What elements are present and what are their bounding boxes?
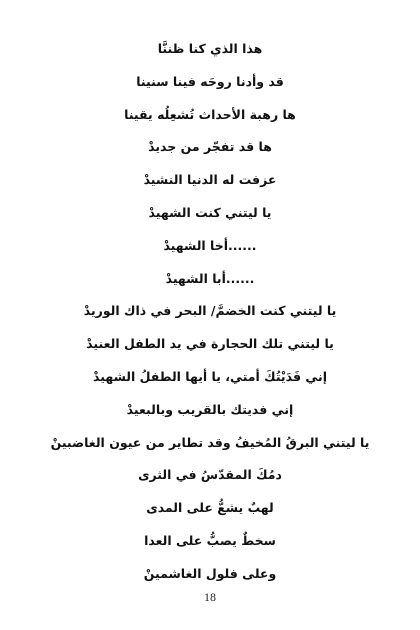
poem-line: ها قد تفجّر من جديدْ bbox=[148, 139, 272, 155]
poem-line: إني فديتك بالقريب وبالبعيدْ bbox=[126, 401, 294, 417]
poem-line: يا ليتني تلك الحجارة في يد الطفل العنيدْ bbox=[86, 336, 334, 352]
poem-line: ......أبا الشهيدْ bbox=[165, 270, 255, 286]
poem-text bbox=[0, 33, 420, 591]
poem-line: يا ليتني كنت الخضمَّ/ البحر في ذاك الوريدْ bbox=[83, 303, 337, 319]
poem-line: يا ليتني البرقُ المُخيفُ وقد تطاير من عيون الغاضبينْ bbox=[50, 434, 370, 450]
poem-line: ها رهبة الأحداث تُشعِلُه يقينا bbox=[124, 106, 296, 122]
poem-line: دمُكَ المقدّسُ في الثرى bbox=[138, 467, 282, 483]
poem-line: قد وأدنا روحَه فينا سنينا bbox=[136, 73, 284, 89]
poem-line: هذا الذي كنا ظننَّا bbox=[157, 41, 263, 56]
poem-line: وعلى فلول الغاشمينْ bbox=[143, 565, 277, 581]
poem-line: عزفت له الدنيا النشيدْ bbox=[143, 172, 277, 188]
poem-line: لهبٌ يشعُّ على المدى bbox=[146, 500, 274, 516]
poem-line: يا ليتني كنت الشهيدْ bbox=[148, 204, 272, 220]
poem-line: سخطٌ يصبُّ على العدا bbox=[144, 532, 276, 548]
poem-line: ......أخا الشهيدْ bbox=[163, 237, 257, 253]
poem-line: إني فَدَيْتُكَ أمتي، يا أيها الطفلُ الشهيدْ bbox=[93, 368, 327, 384]
page-number: 18 bbox=[204, 590, 216, 604]
